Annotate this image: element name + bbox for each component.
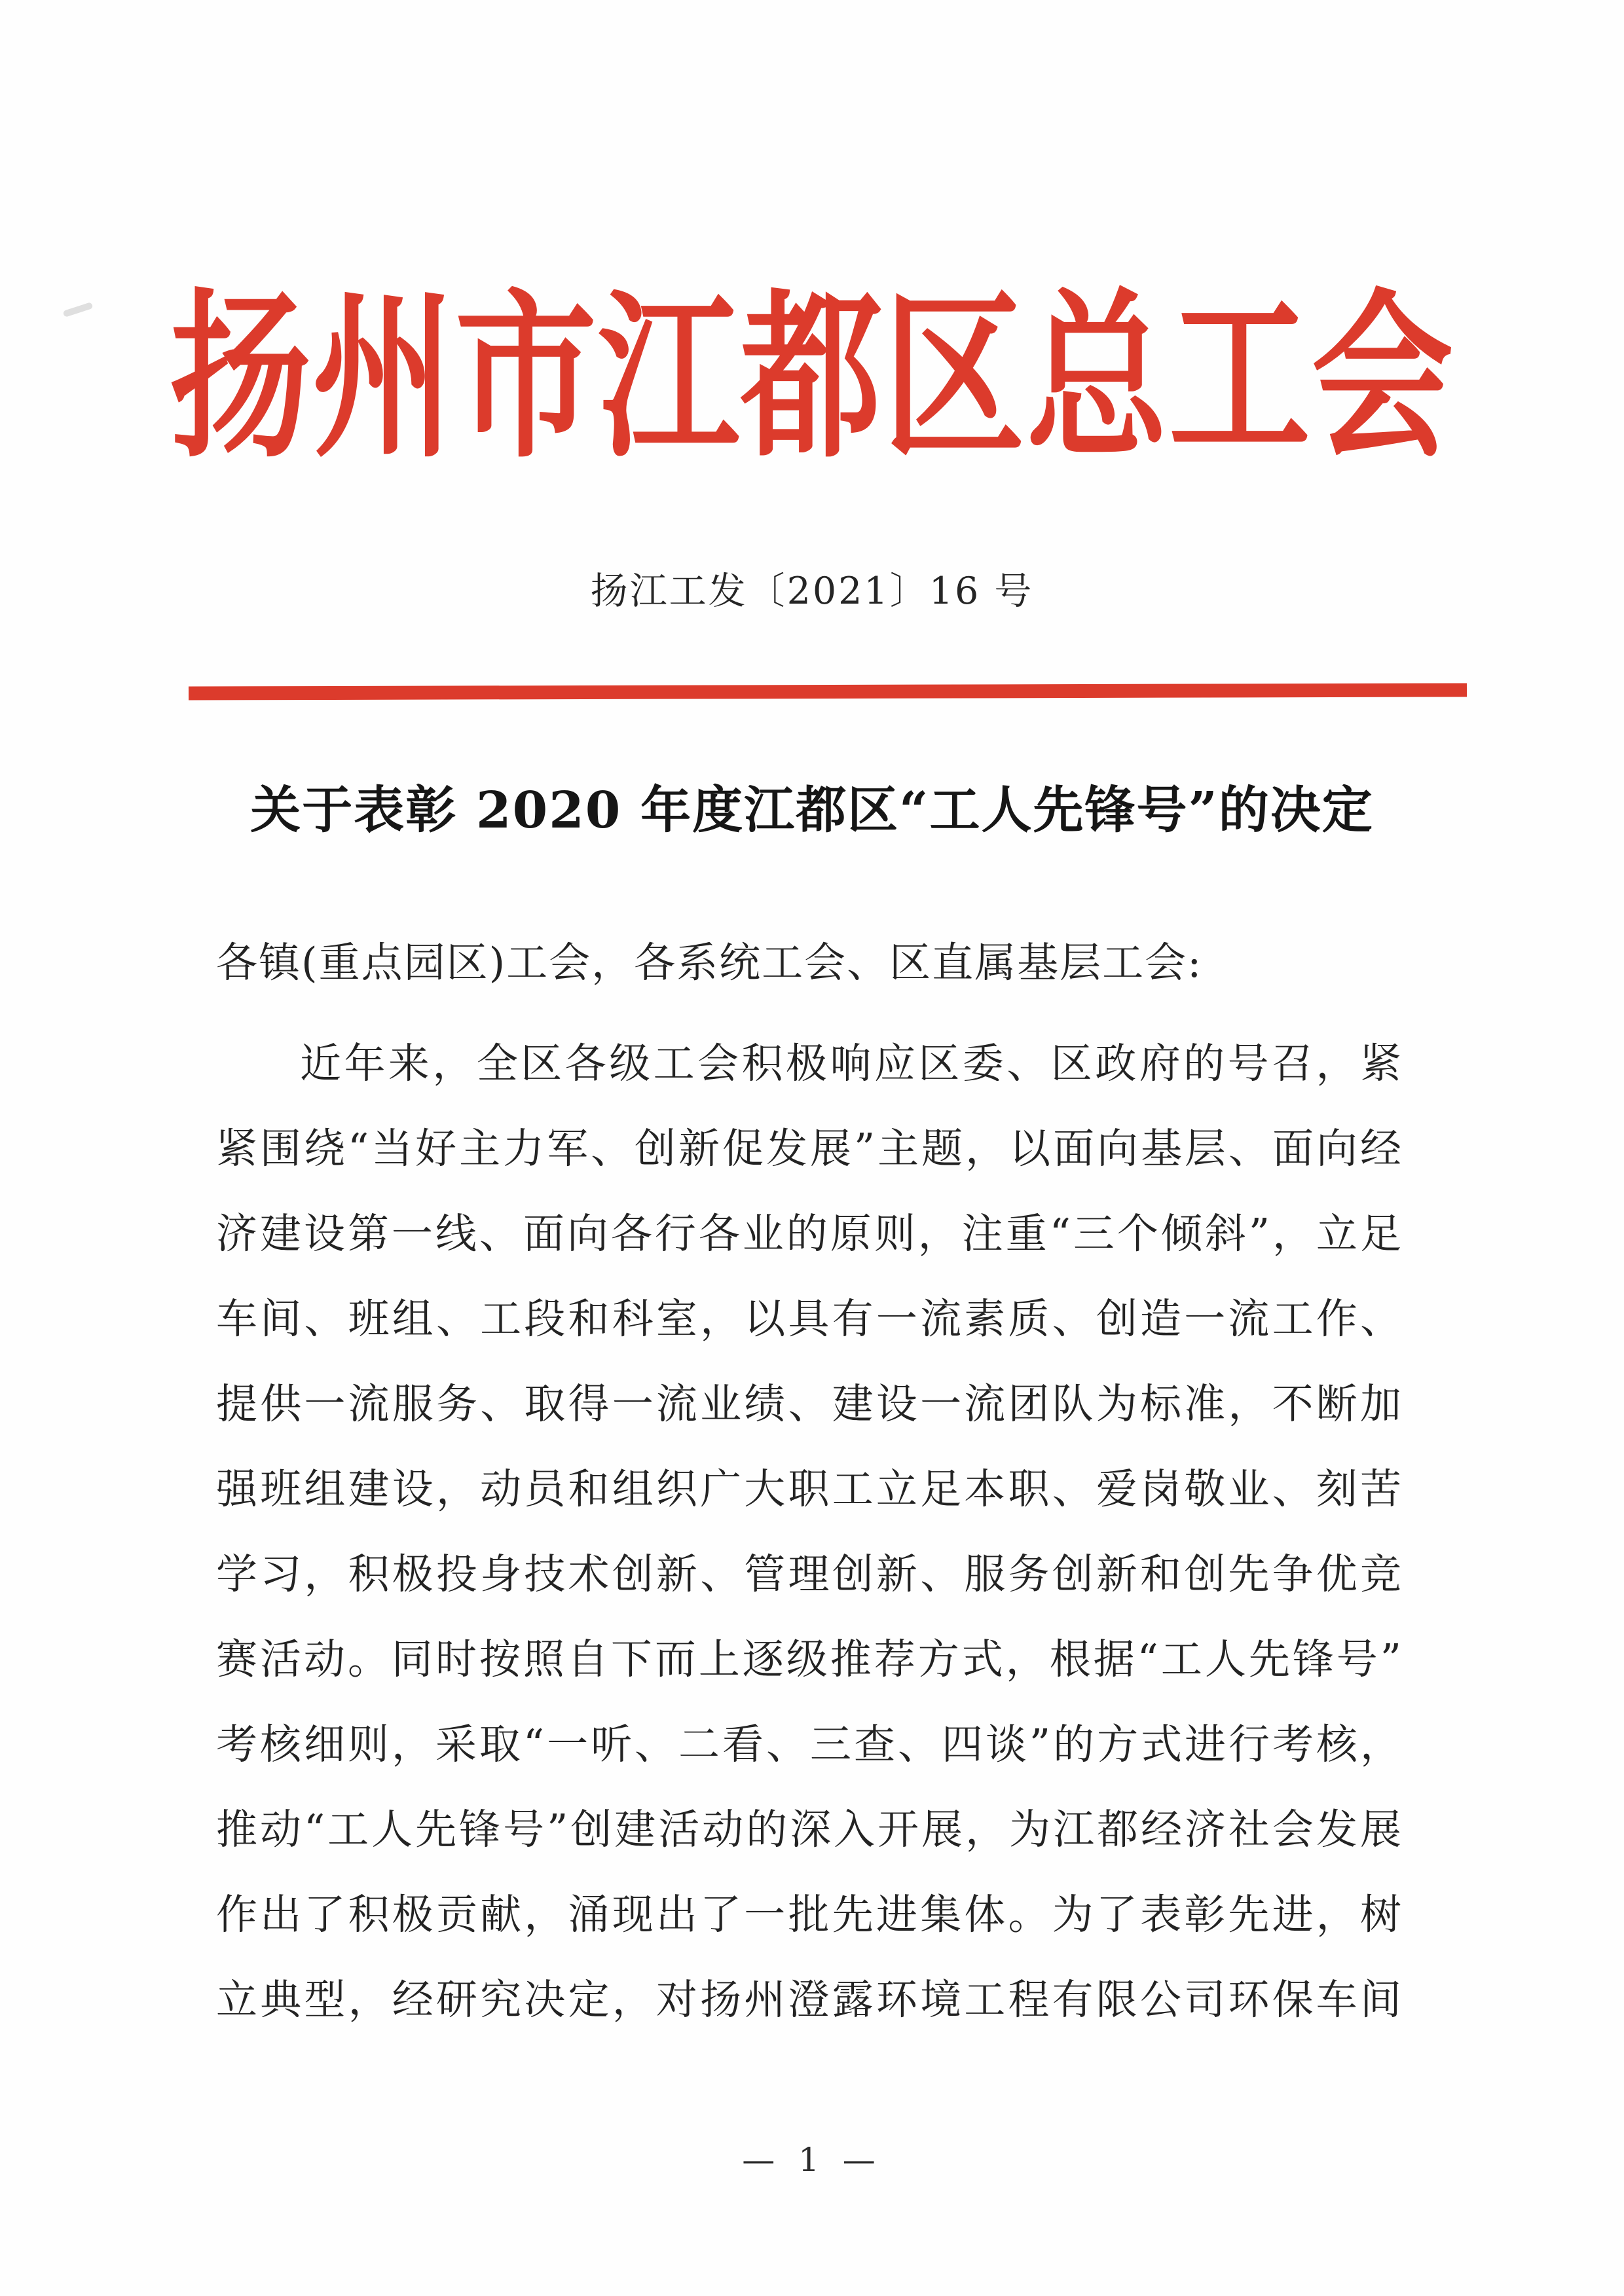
salutation-line: 各镇(重点园区)工会，各系统工会、区直属基层工会: [216,939,1203,987]
document-title: 关于表彰 2020 年度江都区“工人先锋号”的决定 [250,781,1374,840]
body-line-2: 紧围绕“当好主力军、创新促发展”主题，以面向基层、面向经 [216,1125,1401,1173]
body-line-9: 考核细则，采取“一听、二看、三查、四谈”的方式进行考核， [216,1721,1401,1768]
body-line-10: 推动“工人先锋号”创建活动的深入开展，为江都经济社会发展 [216,1806,1401,1853]
body-line-8: 赛活动。同时按照自下而上逐级推荐方式，根据“工人先锋号” [216,1635,1401,1683]
document-reference-number: 扬江工发〔2021〕16 号 [590,570,1034,613]
red-divider-rule [189,683,1467,700]
body-line-1: 近年来，全区各级工会积极响应区委、区政府的号召，紧 [300,1040,1401,1087]
body-line-4: 车间、班组、工段和科室，以具有一流素质、创造一流工作、 [216,1295,1401,1343]
body-line-7: 学习，积极投身技术创新、管理创新、服务创新和创先争优竞 [216,1550,1401,1598]
body-line-6: 强班组建设，动员和组织广大职工立足本职、爱岗敬业、刻苦 [216,1465,1401,1513]
issuing-authority-masthead: 扬州市江都区总工会 [169,270,1454,483]
body-line-3: 济建设第一线、面向各行各业的原则，注重“三个倾斜”，立足 [216,1210,1401,1258]
body-line-11: 作出了积极贡献，涌现出了一批先进集体。为了表彰先进，树 [216,1891,1401,1939]
body-line-12: 立典型，经研究决定，对扬州澄露环境工程有限公司环保车间 [216,1976,1401,2024]
page-number: — 1 — [742,2141,882,2179]
body-paragraph [216,1021,1401,2043]
body-line-5: 提供一流服务、取得一流业绩、建设一流团队为标准，不断加 [216,1380,1401,1428]
